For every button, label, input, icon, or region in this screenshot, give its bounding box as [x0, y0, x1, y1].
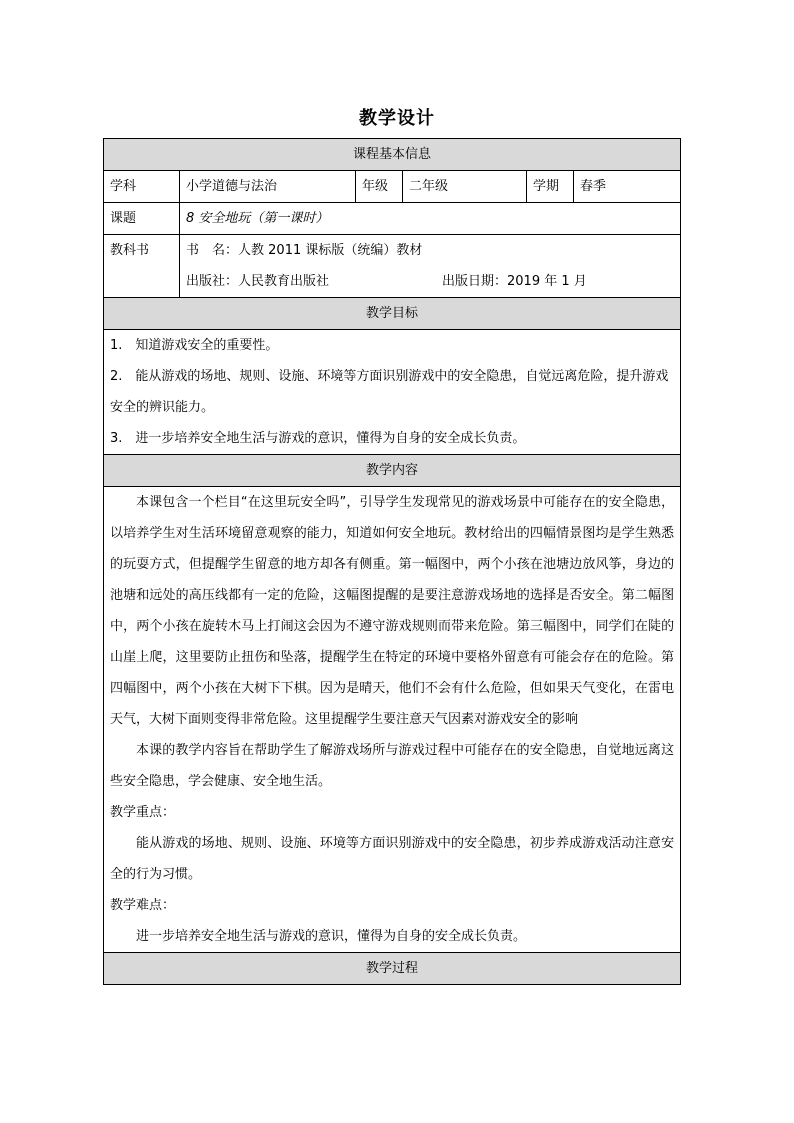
book-name-label: 书 名：	[186, 243, 239, 258]
basic-info-header-row	[104, 139, 681, 171]
subject-row	[104, 171, 681, 203]
difficulties-text: 进一步培养安全地生活与游戏的意识，懂得为自身的安全成长负责。	[136, 929, 527, 944]
publisher-label: 出版社：	[186, 274, 239, 289]
key-points-text: 能从游戏的场地、规则、设施、环境等方面识别游戏中的安全隐患，初步养成游戏活动注意安全的行为习惯。	[110, 836, 675, 882]
textbook-info	[180, 235, 681, 298]
publisher-value: 人民教育出版社	[238, 274, 330, 289]
key-points-label: 教学重点：	[110, 805, 176, 820]
objective-item: 1. 知道游戏安全的重要性。	[110, 338, 279, 353]
pubdate-label: 出版日期：	[442, 274, 508, 289]
textbook-label: 教科书	[104, 235, 180, 298]
lesson-plan-table	[103, 138, 681, 985]
content-paragraph: 本课的教学内容旨在帮助学生了解游戏场所与游戏过程中可能存在的安全隐患，自觉地远离这些安全隐患，学会健康、安全地生活。	[110, 743, 675, 789]
content-body	[104, 487, 681, 953]
topic-row	[104, 203, 681, 235]
topic-label: 课题	[104, 203, 180, 235]
document-title: 教学设计	[359, 108, 435, 129]
objective-item: 2. 能从游戏的场地、规则、设施、环境等方面识别游戏中的安全隐患，自觉远离危险，提升游戏安全的辨识能力。	[110, 369, 669, 415]
content-paragraph: 本课包含一个栏目“在这里玩安全吗”，引导学生发现常见的游戏场景中可能存在的安全隐患，以培养学生对生活环境留意观察的能力，知道如何安全地玩。教材给出的四幅情景图均是学生熟悉的玩耍方式，但提醒学生留意的地方却各有侧重。第一幅图中，两个小孩在池塘边放风筝，身边的池塘和远处的高压线都有一定的危险，这幅图提醒的是要注意游戏场地的选择是否安全。第二幅图中，两个小孩在旋转木马上打闹这会因为不遵守游戏规则而带来危险。第三幅图中，同学们在陡的山崖上爬，这里要防止扭伤和坠落，提醒学生在特定的环境中要格外留意有可能会存在的危险。第四幅图中，两个小孩在大树下下棋。因为是晴天，他们不会有什么危险，但如果天气变化，在雷电天气，大树下面则变得非常危险。这里提醒学生要注意天气因素对游戏安全的影响	[110, 495, 675, 727]
publisher-line	[186, 266, 674, 297]
subject-value: 小学道德与法治	[180, 171, 356, 203]
book-name-value: 人教 2011 课标版（统编）教材	[238, 243, 423, 258]
objectives-list	[104, 330, 681, 455]
pubdate-value: 2019 年 1 月	[507, 274, 587, 289]
content-row	[104, 487, 681, 953]
topic-value: 8 安全地玩（第一课时）	[180, 203, 681, 235]
process-header-row	[104, 953, 681, 985]
content-header-row	[104, 455, 681, 487]
objectives-row	[104, 330, 681, 455]
content-header: 教学内容	[104, 455, 681, 487]
grade-label: 年级	[356, 171, 403, 203]
book-name-line	[186, 235, 674, 266]
basic-info-header: 课程基本信息	[104, 139, 681, 171]
process-header: 教学过程	[104, 953, 681, 985]
term-value: 春季	[574, 171, 681, 203]
term-label: 学期	[527, 171, 574, 203]
grade-value: 二年级	[403, 171, 527, 203]
subject-label: 学科	[104, 171, 180, 203]
objectives-header-row	[104, 298, 681, 330]
objective-item: 3. 进一步培养安全地生活与游戏的意识，懂得为自身的安全成长负责。	[110, 431, 526, 446]
objectives-header: 教学目标	[104, 298, 681, 330]
textbook-row	[104, 235, 681, 298]
difficulties-label: 教学难点：	[110, 898, 176, 913]
